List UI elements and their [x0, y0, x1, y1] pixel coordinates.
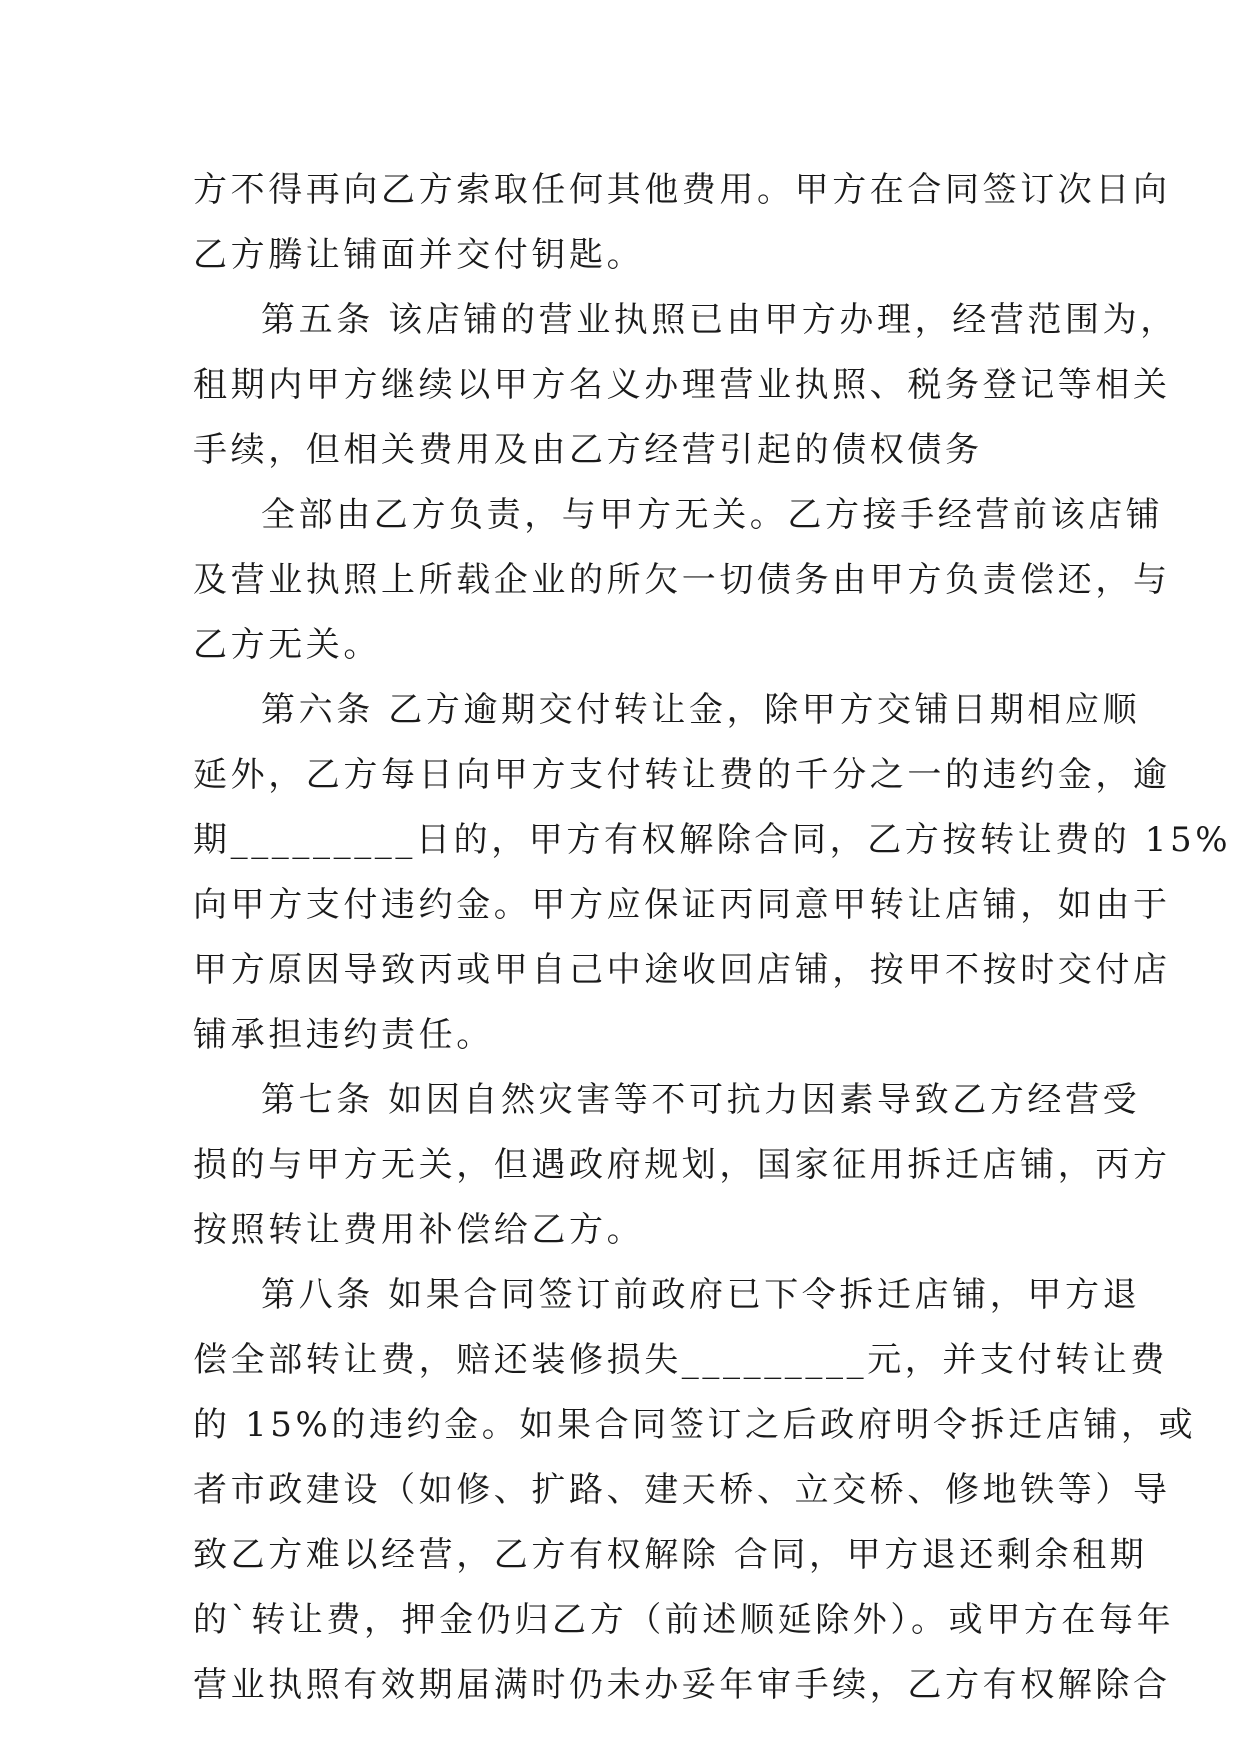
text-line: 乙方无关。 — [193, 625, 381, 665]
text-line: 手续，但相关费用及由乙方经营引起的债权债务 — [193, 430, 983, 470]
text-line: 损的与甲方无关，但遇政府规划，国家征用拆迁店铺，丙方 — [193, 1145, 1171, 1185]
text-line: 营业执照有效期届满时仍未办妥年审手续，乙方有权解除合 — [193, 1665, 1171, 1705]
text-line: 按照转让费用补偿给乙方。 — [193, 1210, 645, 1250]
text-line: 延外，乙方每日向甲方支付转让费的千分之一的违约金，逾 — [193, 755, 1171, 795]
article-6-heading-line: 第六条 乙方逾期交付转让金，除甲方交铺日期相应顺 — [261, 690, 1141, 730]
article-8-heading-line: 第八条 如果合同签订前政府已下令拆迁店铺，甲方退 — [261, 1275, 1141, 1315]
text-line: 期_________日的，甲方有权解除合同，乙方按转让费的 15% — [193, 820, 1232, 860]
text-line: 者市政建设（如修、扩路、建天桥、立交桥、修地铁等）导 — [193, 1470, 1171, 1510]
text-line: 铺承担违约责任。 — [193, 1015, 494, 1055]
text-line: 方不得再向乙方索取任何其他费用。甲方在合同签订次日向 — [193, 170, 1171, 210]
text-line: 租期内甲方继续以甲方名义办理营业执照、税务登记等相关 — [193, 365, 1171, 405]
text-line: 及营业执照上所载企业的所欠一切债务由甲方负责偿还，与 — [193, 560, 1171, 600]
text-line: 的 15%的违约金。如果合同签订之后政府明令拆迁店铺，或 — [193, 1405, 1197, 1445]
text-line: 偿全部转让费，赔还装修损失_________元，并支付转让费 — [193, 1340, 1168, 1380]
paragraph-start-line: 全部由乙方负责，与甲方无关。乙方接手经营前该店铺 — [261, 495, 1164, 535]
text-line: 向甲方支付违约金。甲方应保证丙同意甲转让店铺，如由于 — [193, 885, 1171, 925]
text-line: 甲方原因导致丙或甲自己中途收回店铺，按甲不按时交付店 — [193, 950, 1171, 990]
text-line: 致乙方难以经营，乙方有权解除 合同，甲方退还剩余租期 — [193, 1535, 1148, 1575]
article-7-heading-line: 第七条 如因自然灾害等不可抗力因素导致乙方经营受 — [261, 1080, 1141, 1120]
document-body — [193, 158, 1232, 1718]
text-line: 乙方腾让铺面并交付钥匙。 — [193, 235, 645, 275]
text-line: 的`转让费，押金仍归乙方（前述顺延除外）。或甲方在每年 — [193, 1600, 1175, 1640]
article-5-heading-line: 第五条 该店铺的营业执照已由甲方办理，经营范围为， — [261, 300, 1178, 340]
